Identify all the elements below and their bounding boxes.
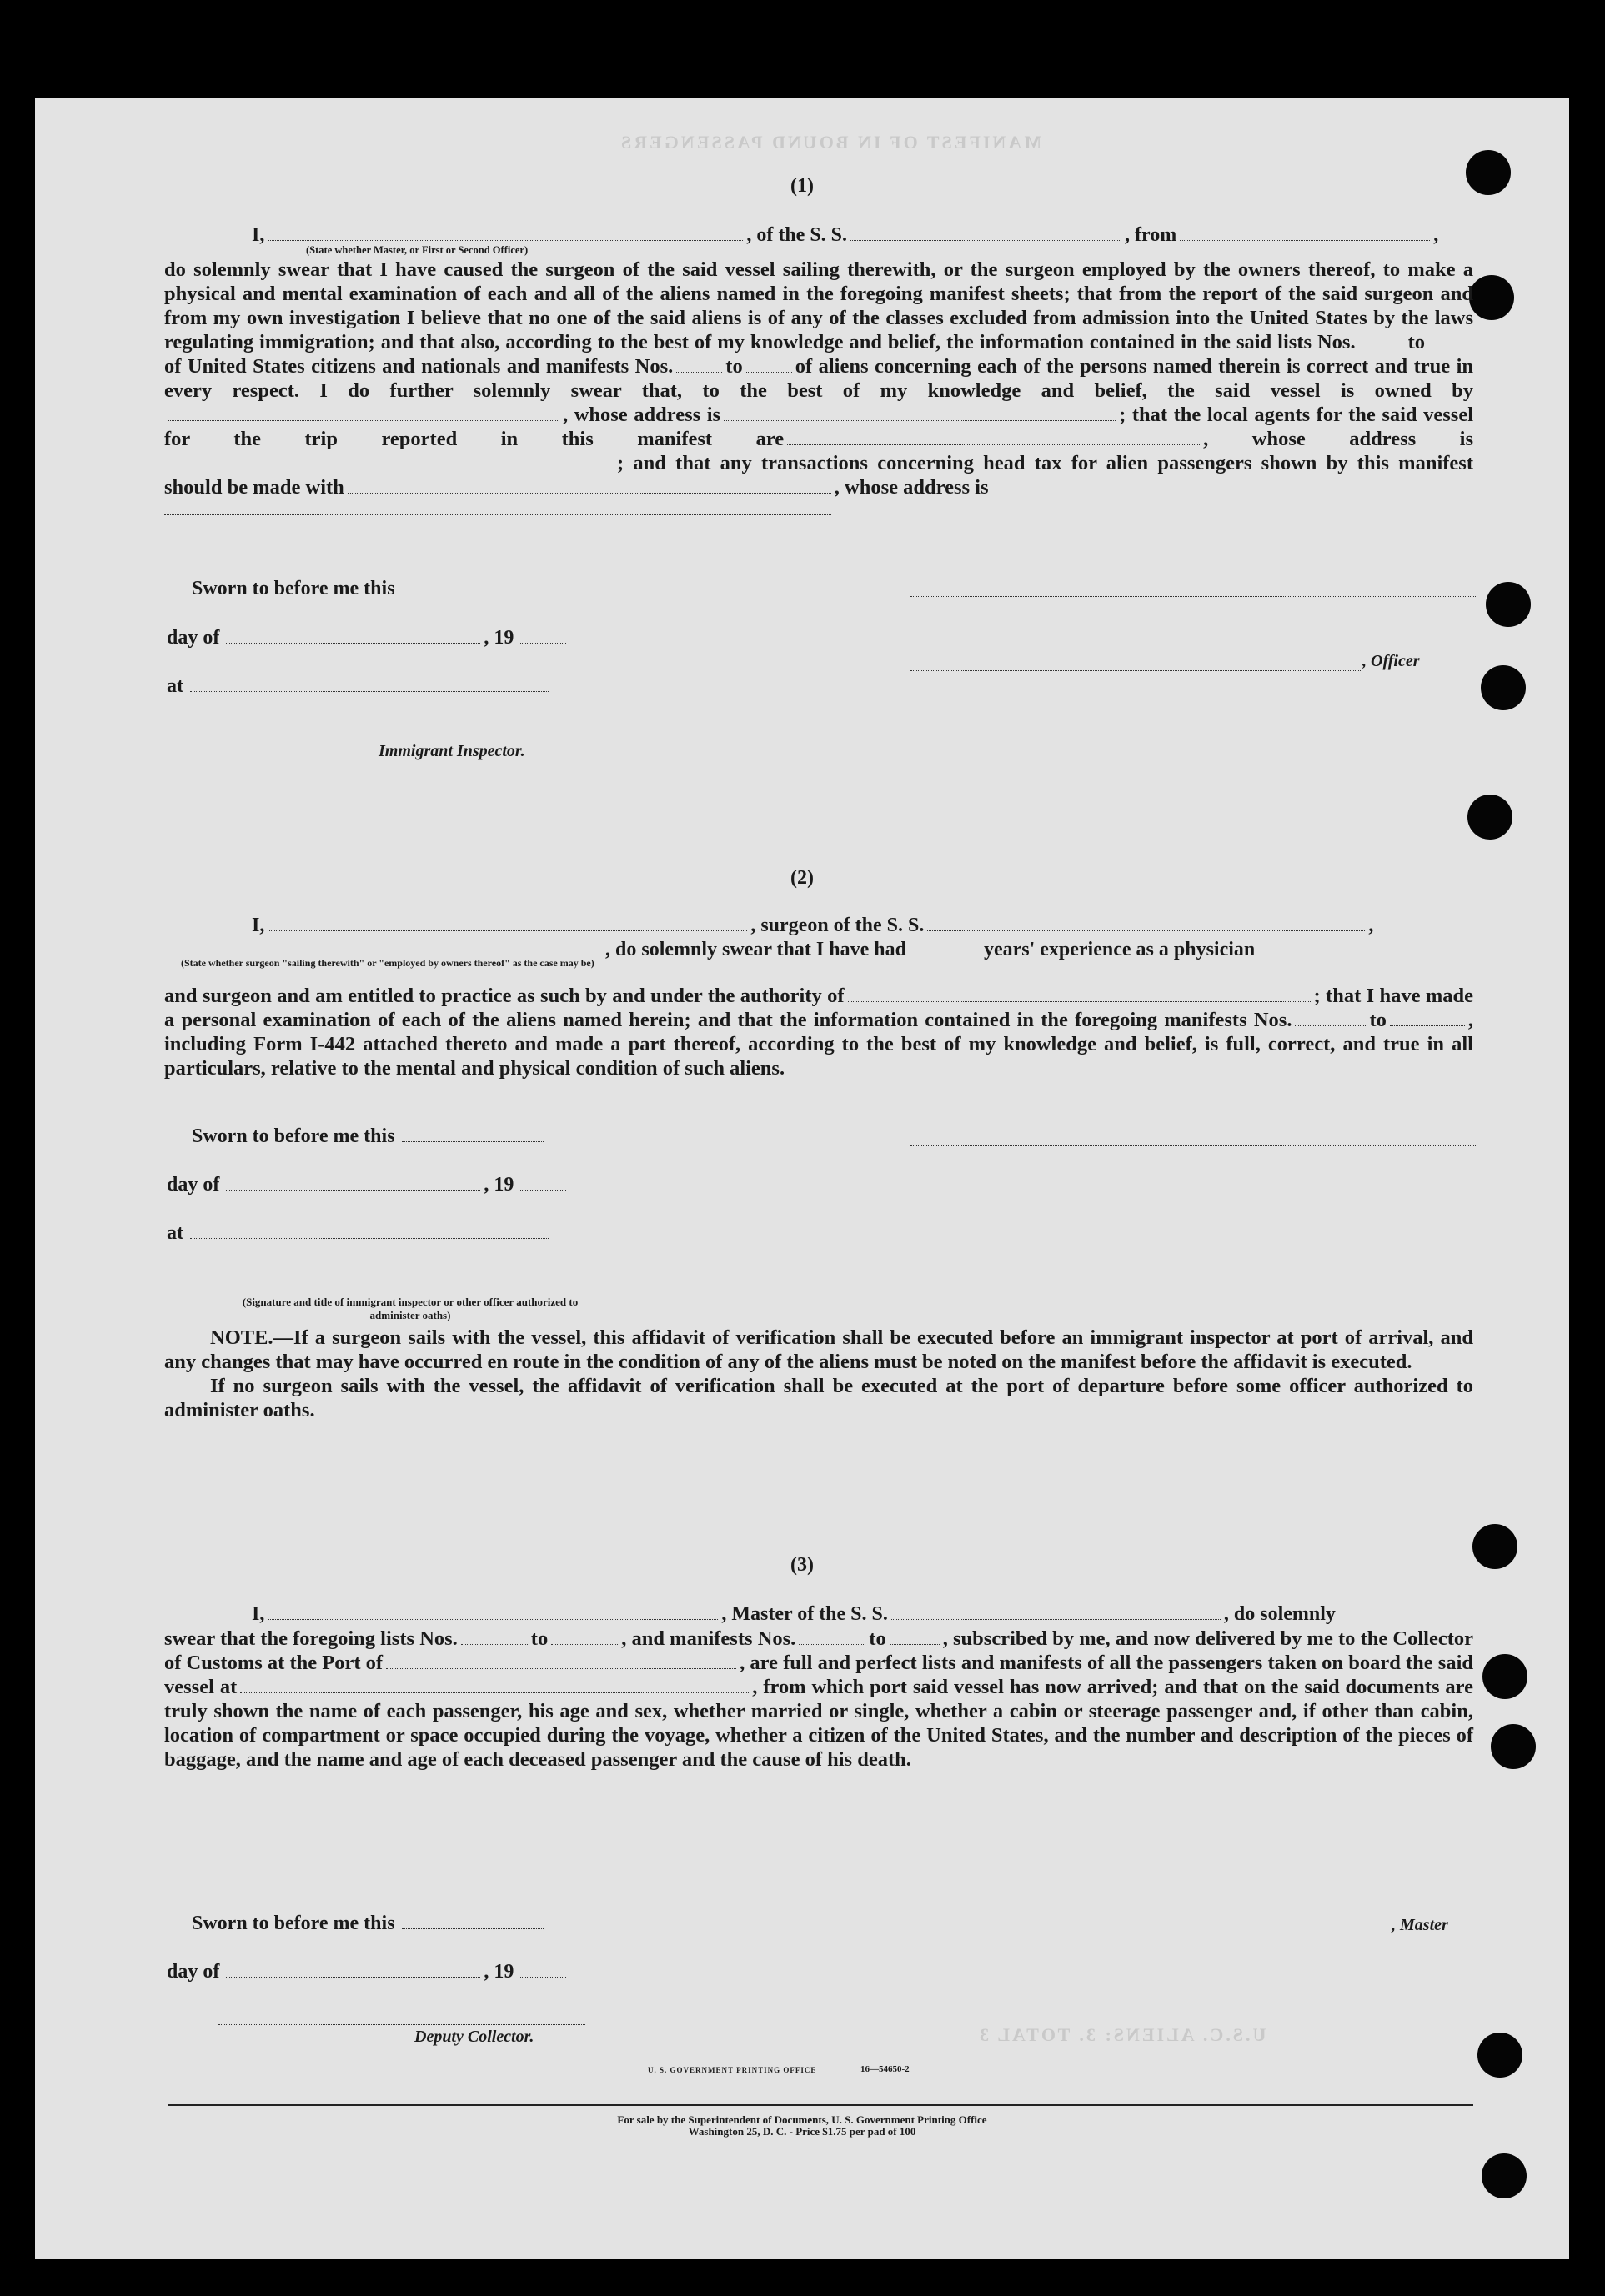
text: , do solemnly swear that I have had: [605, 939, 906, 960]
text: years' experience as a physician: [983, 939, 1256, 960]
text: , from: [1125, 224, 1177, 246]
manifests-from-field[interactable]: [1295, 1010, 1366, 1026]
sworn-row: Sworn to before me this: [192, 1125, 547, 1148]
year-field[interactable]: [520, 1962, 566, 1978]
day-of-row: day of , 19: [167, 1961, 569, 1983]
oath-text: , from which port said vessel has now arrived; and that on the said documents are truly shown the name of each passenger, his age and sex, whether married or single, whether a cabin or steerage passenger and, if other than cabin, location of compartment or space occupied during the voyage, whether a citizen of the United States, and the number and description of the pieces of baggage, and the name and age of each deceased passenger and the cause of his death.: [164, 1676, 1473, 1771]
officer-rank-field[interactable]: [268, 225, 743, 241]
punch-hole: [1482, 1654, 1527, 1699]
day-of-row: day of , 19: [167, 1174, 569, 1196]
text: to: [1369, 1009, 1387, 1031]
text: I,: [252, 1603, 265, 1625]
port-from-field[interactable]: [1180, 225, 1430, 241]
oath-text: of aliens concerning each of the persons named therein is correct and true in every respect. I do further solemnly swear that, to the best of my knowledge and belief, the said vessel is owned by: [164, 355, 1474, 402]
sale-line-2: Washington 25, D. C. - Price $1.75 per pad of 100: [688, 2125, 916, 2138]
lists-from-field[interactable]: [461, 1629, 528, 1645]
sworn-row: Sworn to before me this: [192, 578, 547, 600]
text: , whose address is: [834, 476, 989, 499]
oath-text: ; and that any transactions concerning head tax for alien passengers shown by this manifest should be made with: [164, 452, 1473, 499]
at-row: at: [167, 1222, 552, 1245]
text: I,: [252, 915, 265, 936]
authority-field[interactable]: [848, 986, 1311, 1002]
sale-line-1: For sale by the Superintendent of Documents, U. S. Government Printing Office: [617, 2113, 987, 2126]
punch-hole: [1481, 665, 1526, 710]
text: to: [869, 1627, 886, 1650]
collector-label: Deputy Collector.: [414, 2028, 534, 2046]
punch-hole: [1486, 582, 1531, 627]
sworn-day-field[interactable]: [402, 579, 544, 594]
text: , do solemnly: [1223, 1603, 1336, 1625]
signature-line[interactable]: [910, 596, 1477, 597]
lists-to-field[interactable]: [1428, 333, 1470, 348]
years-field[interactable]: [910, 940, 981, 955]
sale-notice: [469, 2114, 1136, 2138]
punch-hole: [1469, 275, 1514, 320]
text: , of the S. S.: [746, 224, 848, 246]
inspector-label: Immigrant Inspector.: [379, 742, 525, 760]
manifests-from-field[interactable]: [676, 357, 722, 373]
text: to: [530, 1627, 549, 1650]
head-tax-party-field[interactable]: [348, 478, 831, 494]
master-label: , Master: [1392, 1916, 1448, 1934]
sworn-row: Sworn to before me this: [192, 1912, 547, 1935]
text: , whose address is: [563, 404, 721, 426]
port-of-embarkation-field[interactable]: [240, 1677, 749, 1693]
verification-note: [164, 1326, 1473, 1422]
oath-text: of United States citizens and nationals and manifests Nos.: [164, 355, 674, 378]
day-of-row: day of , 19: [167, 627, 569, 649]
punch-hole: [1482, 2153, 1527, 2198]
note-text: NOTE.—If a surgeon sails with the vessel, this affidavit of verification shall be executed before an immigrant inspector at port of arrival, and any changes that may have occurred en route in the condition of any of the aliens must be noted on the manifest before the affidavit is executed.: [164, 1326, 1473, 1373]
affidavit-surgeon-oath: [164, 914, 1473, 1080]
collector-signature-line[interactable]: [218, 2024, 585, 2025]
month-field[interactable]: [226, 1962, 480, 1978]
printer-imprint: U. S. GOVERNMENT PRINTING OFFICE: [648, 2066, 817, 2074]
bleed-through-header: MANIFEST OF IN BOUND PASSENGERS: [619, 132, 1041, 153]
text: , surgeon of the S. S.: [750, 915, 925, 936]
bleed-through-footer: U.S.C. ALIENS: 3. TOTAL 3: [977, 2024, 1266, 2045]
affidavit-master-oath: [164, 223, 1473, 519]
lists-from-field[interactable]: [1359, 333, 1405, 348]
text: ,: [1203, 428, 1209, 450]
field-caption: (State whether Master, or First or Second Officer): [306, 244, 529, 256]
vessel-name-field[interactable]: [927, 915, 1365, 931]
owner-field[interactable]: [168, 405, 559, 421]
manifests-to-field[interactable]: [890, 1629, 940, 1645]
vessel-name-field[interactable]: [850, 225, 1121, 241]
signature-line[interactable]: [910, 1145, 1477, 1146]
surgeon-status-field[interactable]: [164, 940, 602, 955]
month-field[interactable]: [226, 628, 480, 644]
year-field[interactable]: [520, 628, 566, 644]
form-page: [35, 98, 1569, 2259]
text: , and manifests Nos.: [621, 1627, 796, 1650]
text: , Master of the S. S.: [721, 1603, 888, 1625]
year-field[interactable]: [520, 1175, 566, 1191]
owner-address-field[interactable]: [724, 405, 1116, 421]
sworn-day-field[interactable]: [402, 1913, 544, 1929]
punch-hole: [1467, 795, 1512, 840]
at-row: at: [167, 675, 552, 698]
section-number: (2): [790, 867, 814, 889]
sworn-day-field[interactable]: [402, 1126, 544, 1142]
punch-hole: [1477, 2033, 1522, 2078]
oath-text: , subscribed by me, and now delivered by me to the Collector of Customs at the Port of: [164, 1627, 1473, 1674]
oath-text: that I have made a personal examination of each of the aliens named herein; and that the information contained in the foregoing manifests Nos.: [164, 985, 1474, 1031]
manifests-to-field[interactable]: [746, 357, 792, 373]
master-name-field[interactable]: [268, 1604, 718, 1620]
vessel-name-field[interactable]: [891, 1604, 1221, 1620]
field-caption: (State whether surgeon "sailing therewith" or "employed by owners thereof" as the case may be): [181, 957, 594, 969]
oath-text: , are full and perfect lists and manifests of all the passengers taken on board the said vessel at: [164, 1652, 1473, 1698]
section-number: (1): [790, 175, 814, 197]
place-field[interactable]: [190, 1223, 549, 1239]
oath-text: swear that the foregoing lists Nos.: [164, 1627, 458, 1650]
punch-hole: [1491, 1724, 1536, 1769]
oath-text: that the local agents for the said vessel for the trip reported in this manifest are: [164, 404, 1474, 450]
month-field[interactable]: [226, 1175, 480, 1191]
signature-caption: (Signature and title of immigrant inspector or other officer authorized to administer oaths): [242, 1296, 579, 1321]
head-tax-address-field[interactable]: [164, 499, 831, 515]
officer-label: , Officer: [1362, 652, 1420, 670]
place-field[interactable]: [190, 676, 549, 692]
lists-to-field[interactable]: [551, 1629, 618, 1645]
oath-text: , including Form I-442 attached thereto and made a part thereof, according to the best of my knowledge and belief, is full, correct, and true in all particulars, relative to the mental and physical condition of such aliens.: [164, 1009, 1473, 1080]
manifests-to-field[interactable]: [1390, 1010, 1465, 1026]
section-number: (3): [790, 1554, 814, 1576]
local-agents-field[interactable]: [787, 429, 1200, 445]
manifests-from-field[interactable]: [799, 1629, 865, 1645]
text: to: [1407, 331, 1425, 353]
oath-text: and surgeon and am entitled to practice as such by and under the authority of: [164, 985, 845, 1007]
text: ;: [1119, 404, 1126, 426]
footer-rule: [168, 2104, 1473, 2106]
oath-text: whose address is: [1251, 428, 1474, 450]
affidavit-master-delivery: [164, 1602, 1473, 1772]
text: I,: [252, 224, 265, 246]
port-of-customs-field[interactable]: [386, 1653, 736, 1669]
note-text: If no surgeon sails with the vessel, the affidavit of verification shall be executed at the port of departure before some officer authorized to administer oaths.: [164, 1375, 1473, 1421]
oath-text: do solemnly swear that I have caused the surgeon of the said vessel sailing therewith, or the surgeon employed by the owners thereof, to make a physical and mental examination of each and all of the aliens named in the foregoing manifest sheets; that from the report of the said surgeon and from my own investigation I believe that no one of the said aliens is of any of the classes excluded from admission into the United States by the laws regulating immigration; and that also, according to the best of my knowledge and belief, the information contained in the said lists Nos.: [164, 258, 1473, 353]
text: ;: [1313, 985, 1321, 1007]
form-code: 16—54650-2: [860, 2064, 910, 2074]
text: to: [725, 355, 743, 378]
text: ,: [1433, 224, 1439, 246]
surgeon-name-field[interactable]: [268, 915, 747, 931]
officer-signature-line[interactable]: [910, 670, 1361, 671]
text: ,: [1368, 915, 1374, 936]
agents-address-field[interactable]: [168, 454, 614, 469]
